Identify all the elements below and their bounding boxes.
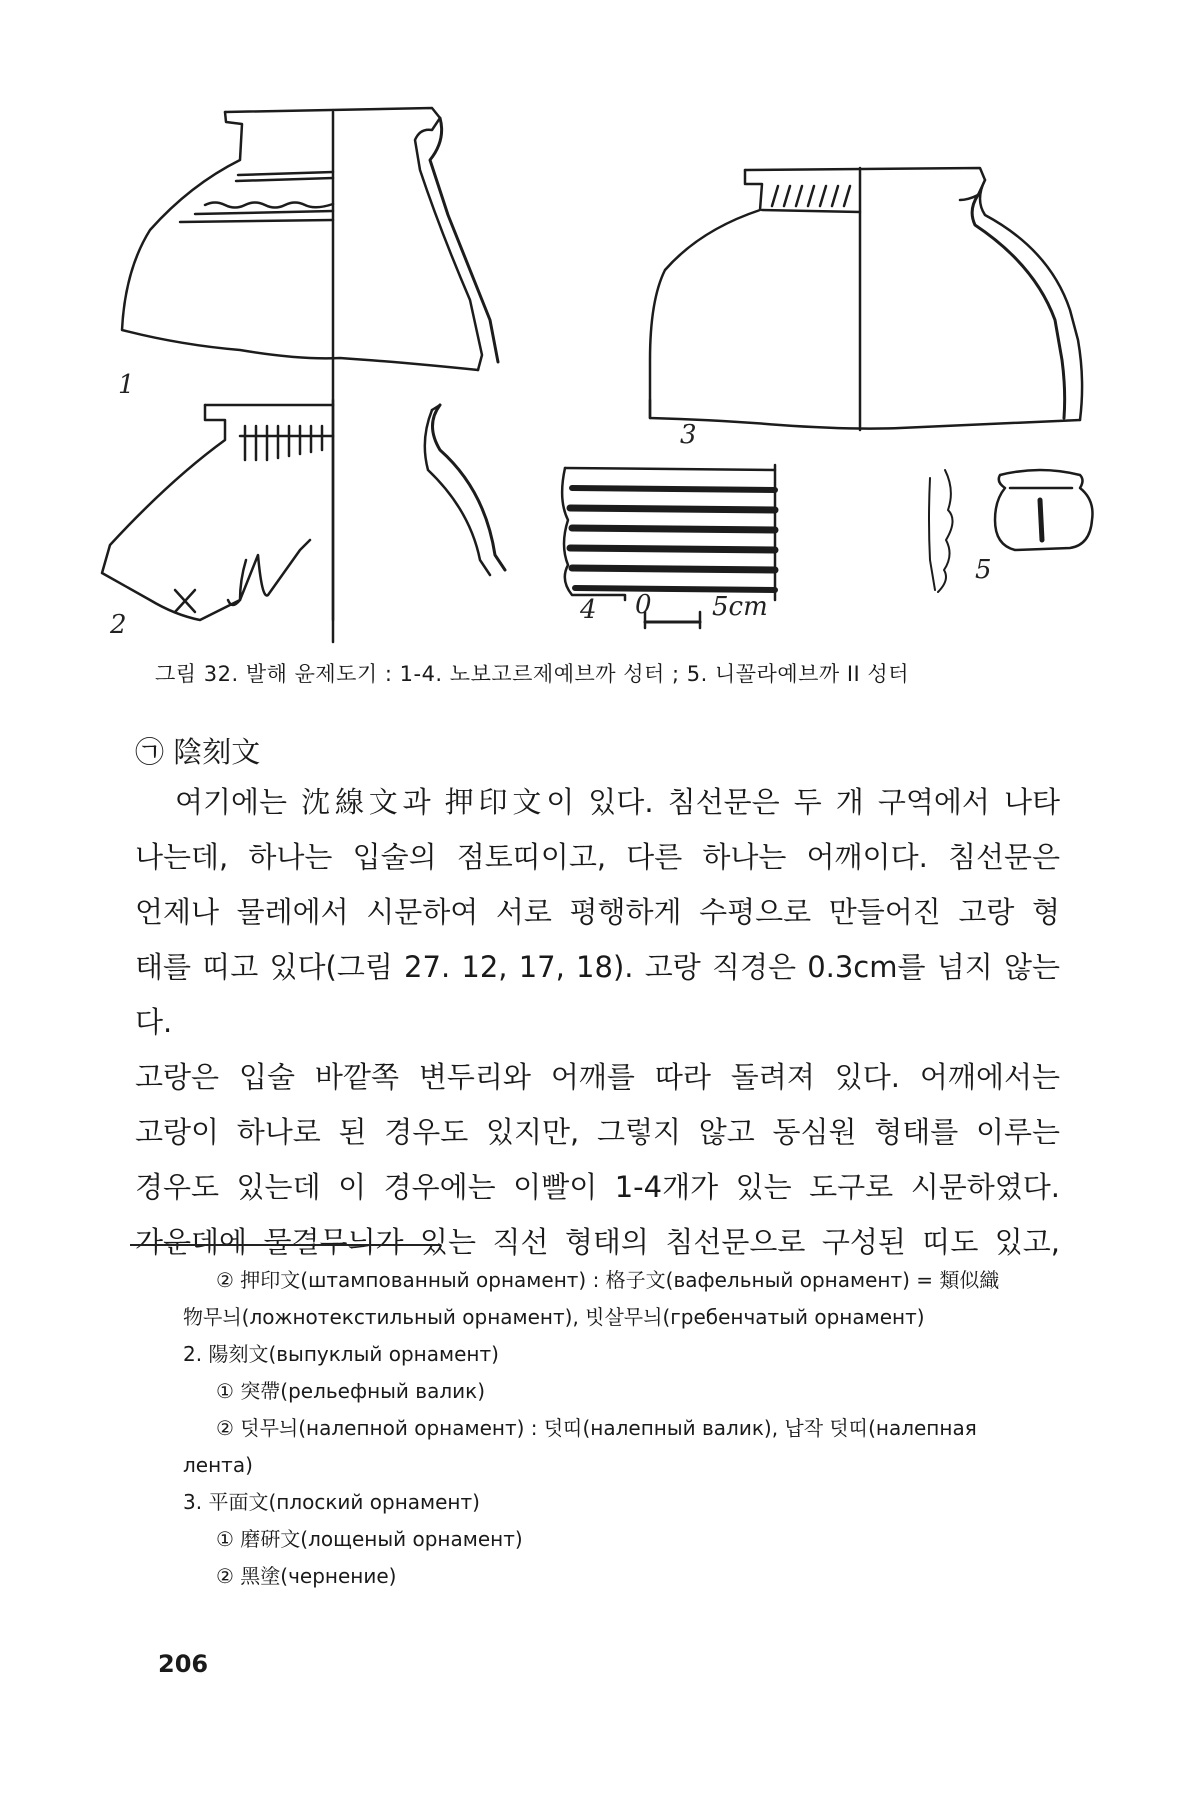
figure-label-4: 4 (580, 595, 597, 625)
footnote-divider (130, 1244, 440, 1246)
footnote-line: ② 押印文(штампованный орнамент) : 格子文(вафельный орнамент) = 類似織 (216, 1268, 1000, 1292)
paragraph-line: 가운데에 물결무늬가 있는 직선 형태의 침선문으로 구성된 띠도 있고, (135, 1225, 1060, 1259)
footnote-line: 3. 平面文(плоский орнамент) (183, 1490, 480, 1514)
vessel-1-drawing (122, 108, 498, 620)
footnote-line: лента) (183, 1453, 253, 1477)
footnotes (130, 1262, 1065, 1595)
paragraph-line: 나는데, 하나는 입술의 점토띠이고, 다른 하나는 어깨이다. 침선문은 (135, 840, 1060, 874)
figure-label-1: 1 (118, 370, 135, 400)
paragraph-line: 태를 띠고 있다(그림 27. 12, 17, 18). 고랑 직경은 0.3cm를 넘지 않는다. (135, 950, 1060, 1039)
page-number: 206 (158, 1650, 209, 1678)
vessel-3-drawing (650, 168, 1082, 430)
footnote-line: 物무늬(ложнотекстильный орнамент), 빗살무늬(гребенчатый орнамент) (183, 1305, 925, 1329)
footnote-line: ② 黑塗(чернение) (216, 1564, 397, 1588)
scale-bar-unit-label: 5cm (712, 592, 768, 622)
pottery-drawings (0, 0, 1200, 650)
scale-bar-zero-label: 0 (635, 590, 652, 620)
figure-label-3: 3 (680, 420, 697, 450)
pottery-figure (0, 0, 1200, 650)
footnote-line: ② 덧무늬(налепной орнамент) : 덧띠(налепный валик), 납작 덧띠(налепная (216, 1416, 977, 1440)
paragraph-line: 고랑이 하나로 된 경우도 있지만, 그렇지 않고 동심원 형태를 이루는 (135, 1115, 1060, 1149)
paragraph-line: 경우도 있는데 이 경우에는 이빨이 1-4개가 있는 도구로 시문하였다. (135, 1170, 1060, 1204)
figure-caption: 그림 32. 발해 윤제도기 : 1-4. 노보고르제예브까 성터 ; 5. 니꼴라예브까 II 성터 (155, 662, 909, 686)
figure-label-2: 2 (110, 610, 127, 640)
vessel-2-drawing (102, 400, 505, 642)
vessel-5-drawing (995, 470, 1093, 550)
paragraph-line: 고랑은 입술 바깥쪽 변두리와 어깨를 따라 돌려져 있다. 어깨에서는 (135, 1060, 1060, 1094)
paragraph-line: 언제나 물레에서 시문하여 서로 평행하게 수평으로 만들어진 고랑 형 (135, 895, 1060, 929)
footnote-line: 2. 陽刻文(выпуклый орнамент) (183, 1342, 499, 1366)
figure-label-5: 5 (975, 555, 992, 585)
footnote-line: ① 突帶(рельефный валик) (216, 1379, 485, 1403)
footnote-line: ① 磨硏文(лощеный орнамент) (216, 1527, 523, 1551)
body-paragraph (135, 775, 1060, 1270)
paragraph-line: 여기에는 沈線文과 押印文이 있다. 침선문은 두 개 구역에서 나타 (175, 785, 1060, 819)
section-heading: ㉠ 陰刻文 (135, 735, 261, 769)
